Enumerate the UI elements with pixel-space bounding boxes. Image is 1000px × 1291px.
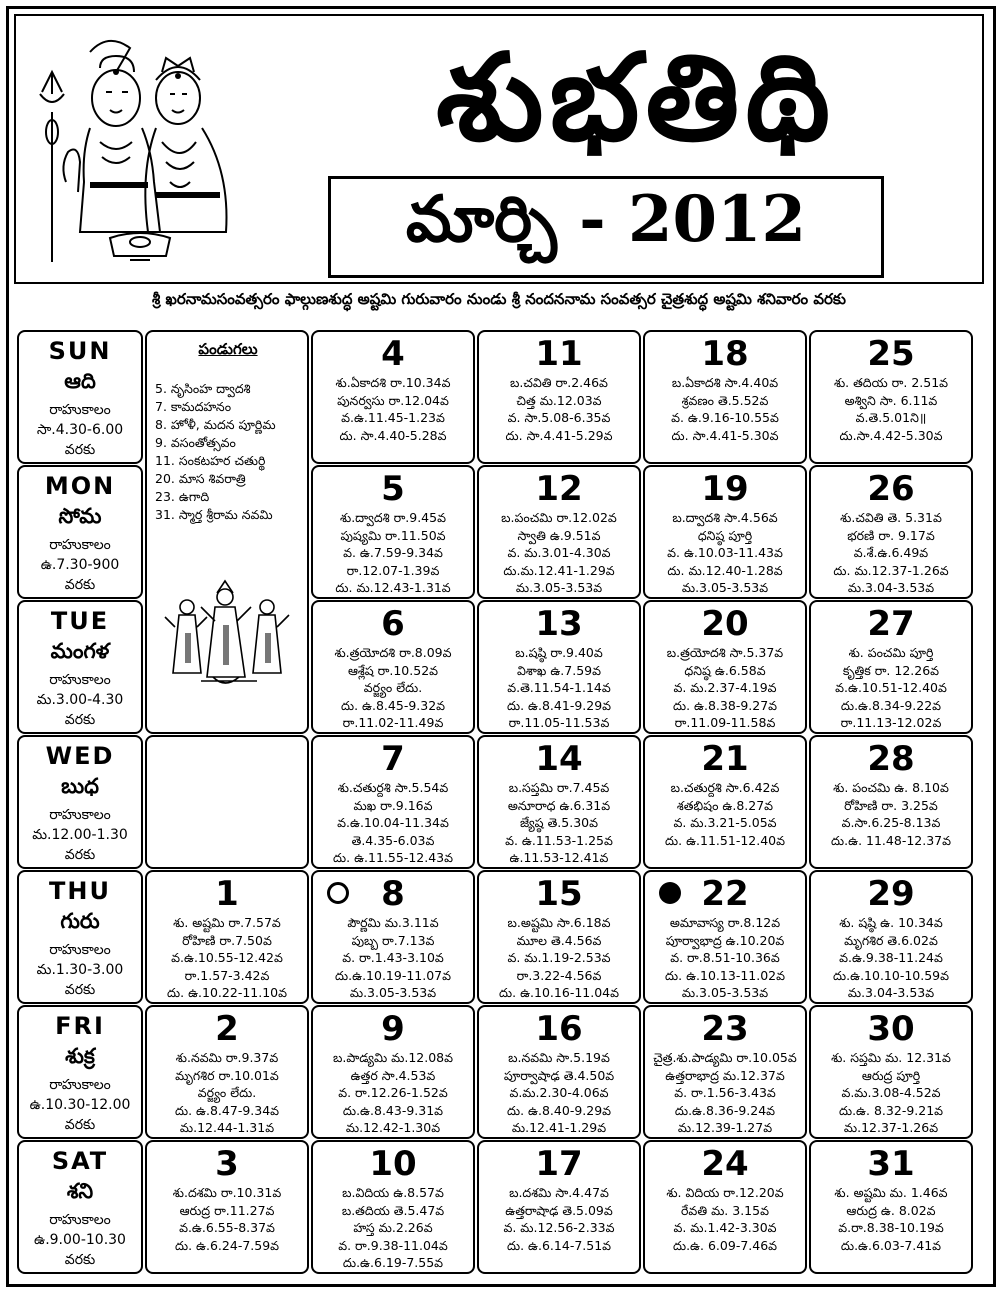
samvatsara-subtitle: శ్రీ ఖరనామసంవత్సరం ఫాల్గుణశుద్ధ అష్టమి గురువారం నుండు శ్రీ నందననామ సంవత్సర చైత్రశుద్ధ అష్టమి శనివారం వరకు xyxy=(152,290,846,308)
panchang-line: బ.పాడ్యమి మ.12.08వ xyxy=(332,1050,454,1065)
rahukalam-suffix: వరకు xyxy=(64,1117,96,1133)
weekday-english: TUE xyxy=(50,607,110,635)
date-cell-12 xyxy=(477,465,641,599)
date-cell-26 xyxy=(809,465,973,599)
panchang-line: దు.ఉ. 8.32-9.21వ xyxy=(838,1102,944,1118)
date-number: 28 xyxy=(867,739,915,779)
panchang-line: వ. మ.3.21-5.05వ xyxy=(673,815,777,830)
panchang-line: బ.చతుర్దశి సా.6.42వ xyxy=(670,780,780,795)
date-number: 23 xyxy=(701,1009,749,1049)
panchang-line: పుష్యమి రా.11.50వ xyxy=(340,527,446,543)
panchang-line: దు.ఉ.8.43-9.31వ xyxy=(342,1102,444,1118)
festival-item: 31. స్మార్త శ్రీరామ నవమి xyxy=(155,507,273,522)
panchang-line: శు.ఏకాదశి రా.10.34వ xyxy=(335,375,451,390)
panchang-line: బ.త్రయోదశి సా.5.37వ xyxy=(666,645,784,660)
panchang-line: దు.ఉ. 6.09-7.46వ xyxy=(672,1237,778,1253)
date-number: 11 xyxy=(535,334,583,374)
panchang-line: దు. ఉ.6.14-7.51వ xyxy=(506,1237,612,1253)
panchang-line: మృగశిర రా.10.01వ xyxy=(175,1067,279,1083)
panchang-line: దు. ఉ.8.41-9.29వ xyxy=(506,697,612,713)
date-number: 19 xyxy=(701,469,749,509)
rahukalam-label: రాహుకాలం xyxy=(49,1212,111,1228)
panchang-line: రా.11.13-12.02వ xyxy=(840,715,942,730)
weekday-telugu: బుధ xyxy=(61,774,99,798)
rahukalam-suffix: వరకు xyxy=(64,712,96,728)
weekday-telugu: మంగళ xyxy=(50,639,110,663)
rahukalam-time: మ.3.00-4.30 xyxy=(36,692,124,708)
date-number: 8 xyxy=(313,874,473,914)
empty-date-cell xyxy=(145,735,309,869)
rahukalam-label: రాహుకాలం xyxy=(49,1077,111,1093)
panchang-line: వ. మ.1.19-2.53వ xyxy=(507,950,611,965)
festival-item: 7. కామదహనం xyxy=(155,399,232,414)
panchang-line: దు. ఉ.11.51-12.40వ xyxy=(664,832,785,848)
weekday-sunday xyxy=(17,330,143,464)
panchang-line: దు. సా.4.40-5.28వ xyxy=(339,427,447,443)
panchang-line: దు.ఉ.6.03-7.41వ xyxy=(840,1237,942,1253)
festivals-title: పండుగలు xyxy=(198,340,258,358)
date-cell-20 xyxy=(643,600,807,734)
panchang-line: వ.ఉ.10.55-12.42వ xyxy=(171,950,283,965)
panchang-line: బ.సప్తమి రా.7.45వ xyxy=(508,780,610,795)
date-cell-10 xyxy=(311,1140,475,1274)
date-cell-4 xyxy=(311,330,475,464)
date-number: 3 xyxy=(215,1144,239,1184)
panchang-line: దు.ఉ.6.19-7.55వ xyxy=(342,1255,444,1270)
panchang-line: దు. ఉ.10.13-11.02వ xyxy=(664,967,785,983)
panchang-line: వ. మ.2.37-4.19వ xyxy=(673,680,777,695)
panchang-line: దు.ఉ.8.36-9.24వ xyxy=(674,1102,776,1118)
rahukalam-label: రాహుకాలం xyxy=(49,402,111,418)
weekday-english: FRI xyxy=(55,1012,105,1040)
new-moon-icon xyxy=(659,882,681,904)
date-cell-2 xyxy=(145,1005,309,1139)
weekday-monday xyxy=(17,465,143,599)
rahukalam-suffix: వరకు xyxy=(64,847,96,863)
panchang-line: దు. మ.12.43-1.31వ xyxy=(335,580,451,595)
panchang-line: దు.ఉ.10.10-10.59వ xyxy=(832,967,950,983)
date-number: 17 xyxy=(535,1144,583,1184)
rahukalam xyxy=(37,940,124,1000)
panchang-line: మ.12.39-1.27వ xyxy=(677,1120,773,1135)
panchang-line: బ.తదియ తె.5.47వ xyxy=(341,1202,445,1218)
panchang-line xyxy=(479,1002,639,1005)
panchang-line: దు. ఉ.8.40-9.29వ xyxy=(506,1102,612,1118)
panchang-line: వర్జ్యం లేదు. xyxy=(197,1085,257,1100)
panchang-line: వ.శే.ఉ.6.49వ xyxy=(853,545,929,560)
panchang-line: బ.పంచమి రా.12.02వ xyxy=(501,510,617,525)
panchang-line: దు.సా.4.42-5.30వ xyxy=(839,427,943,443)
weekday-english: SUN xyxy=(48,337,112,365)
panchang-line: శు. పంచమి ఉ. 8.10వ xyxy=(833,780,949,795)
panchang-line: ఆరుద్ర రా.11.27వ xyxy=(179,1202,275,1218)
date-cell-30 xyxy=(809,1005,973,1139)
panchang-line: దు.ఉ.8.34-9.22వ xyxy=(840,697,942,713)
date-number: 20 xyxy=(701,604,749,644)
weekday-telugu: ఆది xyxy=(64,369,96,393)
panchang-line: మ.3.04-3.53వ xyxy=(847,985,935,1000)
date-cell-19 xyxy=(643,465,807,599)
panchang-line: శు. విదియ రా.12.20వ xyxy=(666,1185,784,1200)
date-cell-27 xyxy=(809,600,973,734)
festival-item: 5. నృసింహ ద్వాదశి xyxy=(155,381,251,396)
panchang-line: పుబ్బ రా.7.13వ xyxy=(351,932,435,948)
panchang-line: వ.రా.8.38-10.19వ xyxy=(838,1220,944,1235)
panchang-line: శు.చవితి తె. 5.31వ xyxy=(840,510,942,525)
date-cell-24 xyxy=(643,1140,807,1274)
panchang-line: వ. ఉ.10.03-11.43వ xyxy=(667,545,783,560)
panchang-line: వ.ఉ.10.51-12.40వ xyxy=(835,680,947,695)
date-number: 14 xyxy=(535,739,583,779)
panchang-line: దు. ఉ.11.55-12.43వ xyxy=(332,850,453,865)
rahukalam xyxy=(34,1210,126,1270)
weekday-saturday xyxy=(17,1140,143,1274)
panchang-line: వ.తె.11.54-1.14వ xyxy=(507,680,611,695)
date-cell-8 xyxy=(311,870,475,1004)
rahukalam-suffix: వరకు xyxy=(64,1252,96,1268)
date-cell-16 xyxy=(477,1005,641,1139)
panchang-line: దు. ఉ.10.16-11.04వ xyxy=(498,985,619,1000)
weekday-telugu: శని xyxy=(66,1179,94,1203)
panchang-line: హస్త మ.2.26వ xyxy=(353,1220,433,1235)
date-number: 16 xyxy=(535,1009,583,1049)
panchang-line: చైత్ర.శు.పాడ్యమి రా.10.05వ xyxy=(653,1050,797,1065)
panchang-line: శు. అష్టమి మ. 1.46వ xyxy=(834,1185,948,1200)
sri-rama-parivar-illustration xyxy=(157,577,297,697)
panchang-line: మ.12.41-1.29వ xyxy=(511,1120,607,1135)
panchang-line: శ్రవణం తె.5.52వ xyxy=(681,392,769,408)
panchang-line: వ. మ.3.01-4.30వ xyxy=(507,545,611,560)
panchang-line: వ. రా.8.51-10.36వ xyxy=(670,950,780,965)
panchang-line: శు.దశమి రా.10.31వ xyxy=(172,1185,282,1200)
date-cell-23 xyxy=(643,1005,807,1139)
date-number: 1 xyxy=(215,874,239,914)
rahukalam xyxy=(37,670,124,730)
date-number: 12 xyxy=(535,469,583,509)
date-number: 27 xyxy=(867,604,915,644)
full-moon-icon xyxy=(327,882,349,904)
rahukalam-time: ఉ.9.00-10.30 xyxy=(34,1232,126,1248)
date-cell-28 xyxy=(809,735,973,869)
panchang-line: అశ్విని సా. 6.11వ xyxy=(844,392,938,408)
festival-item: 9. వసంతోత్సవం xyxy=(155,435,236,450)
date-cell-13 xyxy=(477,600,641,734)
weekday-friday xyxy=(17,1005,143,1139)
date-number: 30 xyxy=(867,1009,915,1049)
panchang-line: వ. ఉ.11.53-1.25వ xyxy=(505,832,613,848)
date-number: 10 xyxy=(369,1144,417,1184)
date-number: 25 xyxy=(867,334,915,374)
panchang-line: రా.11.02-11.49వ xyxy=(342,715,444,730)
panchang-line: బ.నవమి సా.5.19వ xyxy=(508,1050,610,1065)
date-number: 24 xyxy=(701,1144,749,1184)
panchang-line: మ.12.42-1.30వ xyxy=(345,1120,441,1135)
date-number: 2 xyxy=(215,1009,239,1049)
panchang-line: రా.11.05-11.53వ xyxy=(508,715,610,730)
date-cell-3 xyxy=(145,1140,309,1274)
panchang-line: వ.ఉ.6.55-8.37వ xyxy=(179,1220,275,1235)
date-cell-7 xyxy=(311,735,475,869)
panchang-line: ధనిష్ఠ ఉ.6.58వ xyxy=(684,662,766,678)
panchang-line: వ.మ.2.30-4.06వ xyxy=(509,1085,609,1100)
panchang-line: మ.12.37-1.26వ xyxy=(843,1120,939,1135)
panchang-line: రా.1.57-3.42వ xyxy=(184,967,270,983)
date-cell-31 xyxy=(809,1140,973,1274)
panchang-line: పునర్వసు రా.12.04వ xyxy=(337,392,449,408)
panchang-line: అమావాస్య రా.8.12వ xyxy=(669,915,781,930)
rahukalam-label: రాహుకాలం xyxy=(49,537,111,553)
panchang-line: రా.3.22-4.56వ xyxy=(516,967,602,983)
panchang-line: ఉ.11.53-12.41వ xyxy=(509,850,609,865)
panchang-line: భరణి రా. 9.17వ xyxy=(847,527,935,543)
date-cell-11 xyxy=(477,330,641,464)
panchang-line: దు. సా.4.41-5.30వ xyxy=(671,427,779,443)
shiva-parvati-illustration xyxy=(30,32,234,268)
panchang-line: మూల తె.4.56వ xyxy=(516,932,602,948)
panchang-line: దు. మ.12.40-1.28వ xyxy=(667,562,783,578)
panchang-line: వర్జ్యం లేదు. xyxy=(363,680,423,695)
date-number: 18 xyxy=(701,334,749,374)
panchang-line: వ. రా.9.38-11.04వ xyxy=(338,1237,448,1253)
panchang-line: వ. రా.1.56-3.43వ xyxy=(674,1085,776,1100)
calendar-header xyxy=(14,14,984,284)
date-cell-25 xyxy=(809,330,973,464)
rahukalam-time: ఉ.7.30-900 xyxy=(40,557,120,573)
date-cell-9 xyxy=(311,1005,475,1139)
panchang-line: జ్యేష్ఠ తె.5.30వ xyxy=(520,815,598,830)
weekday-english: WED xyxy=(45,742,115,770)
date-cell-22 xyxy=(643,870,807,1004)
panchang-line: వ.ఉ.9.38-11.24వ xyxy=(839,950,943,965)
calendar-title: శుభతిథి xyxy=(435,27,837,168)
panchang-line: రోహిణి రా.7.50వ xyxy=(182,932,272,948)
panchang-line: తె.4.35-6.03వ xyxy=(351,832,435,848)
date-number: 31 xyxy=(867,1144,915,1184)
panchang-line: రా.12.07-1.39వ xyxy=(346,562,440,578)
panchang-line: దు. మ.12.37-1.26వ xyxy=(833,562,949,578)
rahukalam-suffix: వరకు xyxy=(64,577,96,593)
panchang-line: విశాఖ ఉ.7.59వ xyxy=(517,662,601,678)
rahukalam-time: సా.4.30-6.00 xyxy=(36,422,124,438)
panchang-line: చిత్త మ.12.03వ xyxy=(516,392,602,408)
panchang-line: కృత్తిక రా. 12.26వ xyxy=(842,662,940,678)
panchang-line: మ.3.05-3.53వ xyxy=(681,985,769,1000)
date-cell-5 xyxy=(311,465,475,599)
panchang-line: మ.3.04-3.53వ xyxy=(847,580,935,595)
rahukalam-label: రాహుకాలం xyxy=(49,672,111,688)
weekday-thursday xyxy=(17,870,143,1004)
panchang-line: రోహిణి రా. 3.25వ xyxy=(844,797,938,813)
panchang-line: రా.11.09-11.58వ xyxy=(674,715,776,730)
festivals-panel xyxy=(145,330,309,734)
weekday-telugu: గురు xyxy=(60,909,100,933)
panchang-line: వ.ఉ.11.45-1.23వ xyxy=(341,410,445,425)
month-year-label: మార్చి - 2012 xyxy=(328,176,884,278)
panchang-line: శు. సప్తమి మ. 12.31వ xyxy=(831,1050,951,1065)
date-cell-15 xyxy=(477,870,641,1004)
panchang-line: వ. ఉ.7.59-9.34వ xyxy=(343,545,443,560)
panchang-line: పూర్వాషాఢ తె.4.50వ xyxy=(503,1067,615,1083)
date-cell-18 xyxy=(643,330,807,464)
weekday-wednesday xyxy=(17,735,143,869)
rahukalam-suffix: వరకు xyxy=(64,442,96,458)
panchang-line: మ.12.44-1.31వ xyxy=(179,1120,275,1135)
panchang-line: దు. ఉ.6.24-7.59వ xyxy=(174,1237,280,1253)
date-number: 9 xyxy=(381,1009,405,1049)
date-number: 22 xyxy=(645,874,805,914)
rahukalam xyxy=(37,400,123,460)
weekday-telugu: శుక్ర xyxy=(65,1044,95,1068)
panchang-line: దు. సా.4.41-5.29వ xyxy=(505,427,613,443)
panchang-line: పూర్వాభాద్ర ఉ.10.20వ xyxy=(665,932,785,948)
panchang-line: వ. మ.12.56-2.33వ xyxy=(503,1220,615,1235)
panchang-line: వ. ఉ.9.16-10.55వ xyxy=(671,410,779,425)
weekday-english: THU xyxy=(49,877,111,905)
weekday-tuesday xyxy=(17,600,143,734)
panchang-line: దు. ఉ.10.22-11.10వ xyxy=(166,985,287,1000)
panchang-line xyxy=(147,1002,307,1005)
panchang-line: ఆరుద్ర పూర్తి xyxy=(861,1067,921,1083)
panchang-line: ఉత్తర సా.4.53వ xyxy=(350,1067,436,1083)
panchang-line: దు.ఉ. 11.48-12.37వ xyxy=(830,832,951,848)
date-number: 4 xyxy=(381,334,405,374)
panchang-line: బ.ద్వాదశి సా.4.56వ xyxy=(672,510,778,525)
panchang-line: మ.3.05-3.53వ xyxy=(349,985,437,1000)
panchang-line: మృగశిర తె.6.02వ xyxy=(844,932,938,948)
date-number: 13 xyxy=(535,604,583,644)
panchang-line: మఖ రా.9.16వ xyxy=(353,797,433,813)
rahukalam-time: ఉ.10.30-12.00 xyxy=(29,1097,131,1113)
panchang-line: శతభిషం ఉ.8.27వ xyxy=(676,797,774,813)
panchang-line: దు. ఉ.8.38-9.27వ xyxy=(672,697,778,713)
panchang-line: శు.నవమి రా.9.37వ xyxy=(175,1050,279,1065)
panchang-line: శు. షష్ఠి ఉ. 10.34వ xyxy=(839,915,943,930)
panchang-line: మ.3.05-3.53వ xyxy=(515,580,603,595)
panchang-line: వ.సా.6.25-8.13వ xyxy=(841,815,941,830)
calendar-grid xyxy=(17,330,977,1276)
rahukalam-suffix: వరకు xyxy=(64,982,96,998)
panchang-line: శు. పంచమి పూర్తి xyxy=(848,645,934,660)
rahukalam-time: మ.1.30-3.00 xyxy=(36,962,124,978)
panchang-line: స్వాతి ఉ.9.51వ xyxy=(517,527,601,543)
panchang-line: వ. రా.12.26-1.52వ xyxy=(338,1085,448,1100)
panchang-line: వ.ఉ.10.04-11.34వ xyxy=(337,815,449,830)
rahukalam-label: రాహుకాలం xyxy=(49,807,111,823)
panchang-line: ఉత్తరాభాద్ర మ.12.37వ xyxy=(665,1067,785,1083)
date-cell-17 xyxy=(477,1140,641,1274)
panchang-line: బ.చవితి రా.2.46వ xyxy=(510,375,608,390)
panchang-line: శు. అష్టమి రా.7.57వ xyxy=(173,915,281,930)
panchang-line: ఉత్తరాషాఢ తె.5.09వ xyxy=(505,1202,613,1218)
festival-item: 23. ఉగాది xyxy=(155,489,210,504)
weekday-english: SAT xyxy=(51,1147,109,1175)
rahukalam-time: మ.12.00-1.30 xyxy=(32,827,128,843)
panchang-line: బ.ఏకాదశి సా.4.40వ xyxy=(671,375,779,390)
panchang-line: దు. ఉ.8.47-9.34వ xyxy=(174,1102,280,1118)
panchang-line: వ. మ.1.42-3.30వ xyxy=(673,1220,777,1235)
panchang-line xyxy=(313,597,473,600)
panchang-line: దు.మ.12.41-1.29వ xyxy=(503,562,615,578)
rahukalam xyxy=(41,535,120,595)
date-number: 5 xyxy=(381,469,405,509)
panchang-line: వ.మ.3.08-4.52వ xyxy=(841,1085,941,1100)
panchang-line: మ.3.05-3.53వ xyxy=(681,580,769,595)
panchang-line: ధనిష్ఠ పూర్తి xyxy=(697,527,753,543)
date-cell-14 xyxy=(477,735,641,869)
date-cell-1 xyxy=(145,870,309,1004)
panchang-line: శు. తదియ రా. 2.51వ xyxy=(833,375,949,390)
panchang-line: శు.చతుర్దశి సా.5.54వ xyxy=(337,780,449,795)
panchang-line: దు.ఉ.10.19-11.07వ xyxy=(334,967,452,983)
rahukalam xyxy=(30,1075,131,1135)
date-cell-6 xyxy=(311,600,475,734)
panchang-line: వ.తె.5.01ని॥ xyxy=(855,410,927,425)
date-number: 26 xyxy=(867,469,915,509)
panchang-line: శు.ద్వాదశి రా.9.45వ xyxy=(340,510,446,525)
date-cell-21 xyxy=(643,735,807,869)
panchang-line: రేవతి మ. 3.15వ xyxy=(681,1202,769,1218)
rahukalam-label: రాహుకాలం xyxy=(49,942,111,958)
weekday-telugu: సోమ xyxy=(58,504,102,528)
panchang-line: ఆశ్లేష రా.10.52వ xyxy=(347,662,439,678)
festival-item: 8. హోళీ, మదన పూర్ణిమ xyxy=(155,417,276,432)
date-number: 6 xyxy=(381,604,405,644)
festival-item: 20. మాస శివరాత్రి xyxy=(155,471,246,486)
panchang-line: బ.అష్టమి సా.6.18వ xyxy=(507,915,611,930)
panchang-line: బ.షష్ఠి రా.9.40వ xyxy=(515,645,603,660)
rahukalam xyxy=(32,805,128,865)
panchang-line: పౌర్ణమి మ.3.11వ xyxy=(347,915,439,930)
panchang-line: బ.విదియ ఉ.8.57వ xyxy=(342,1185,444,1200)
date-number: 7 xyxy=(381,739,405,779)
weekday-english: MON xyxy=(44,472,116,500)
panchang-line: ఆరుద్ర ఉ. 8.02వ xyxy=(846,1202,936,1218)
panchang-line: వ. సా.5.08-6.35వ xyxy=(507,410,611,425)
panchang-line: వ. రా.1.43-3.10వ xyxy=(342,950,444,965)
date-number: 15 xyxy=(535,874,583,914)
date-cell-29 xyxy=(809,870,973,1004)
panchang-line: దు. ఉ.8.45-9.32వ xyxy=(340,697,446,713)
date-number: 29 xyxy=(867,874,915,914)
panchang-line: శు.త్రయోదశి రా.8.09వ xyxy=(334,645,452,660)
panchang-line: బ.దశమి సా.4.47వ xyxy=(509,1185,609,1200)
date-number: 21 xyxy=(701,739,749,779)
panchang-line: అనూరాధ ఉ.6.31వ xyxy=(507,797,611,813)
festival-item: 11. సంకటహర చతుర్థి xyxy=(155,453,266,468)
